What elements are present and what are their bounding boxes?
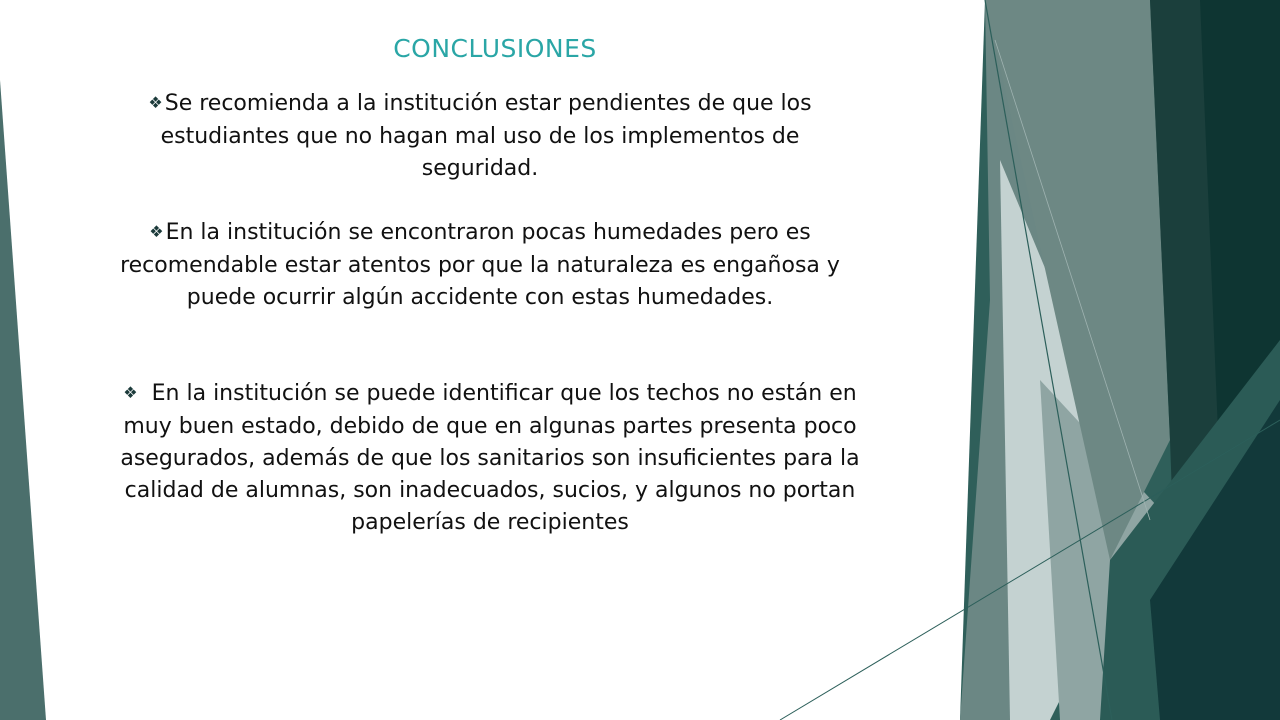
slide-title: CONCLUSIONES bbox=[393, 34, 597, 63]
conclusion-item-2 bbox=[100, 217, 860, 314]
conclusion-item-1-text: Se recomienda a la institución estar pendientes de que los estudiantes que no hagan mal uso de los implementos de seguridad. bbox=[160, 91, 812, 181]
diamond-bullet-icon: ❖ bbox=[149, 222, 164, 241]
diamond-bullet-icon: ❖ bbox=[148, 93, 163, 112]
conclusion-item-3 bbox=[120, 378, 860, 539]
conclusion-item-1 bbox=[110, 88, 850, 185]
conclusion-item-2-text: En la institución se encontraron pocas humedades pero es recomendable estar atentos por que la naturaleza es engañosa y puede ocurrir algún accidente con estas humedades. bbox=[120, 220, 840, 310]
diamond-bullet-icon: ❖ bbox=[123, 383, 138, 402]
left-edge-shape bbox=[0, 80, 46, 720]
conclusion-item-3-text: En la institución se puede identificar que los techos no están en muy buen estado, debido de que en algunas partes presenta poco asegurados, además de que los sanitarios son insuficientes para la calidad de alumnas, son inadecuados, sucios, y algunos no portan papelerías de recipientes bbox=[120, 381, 860, 535]
